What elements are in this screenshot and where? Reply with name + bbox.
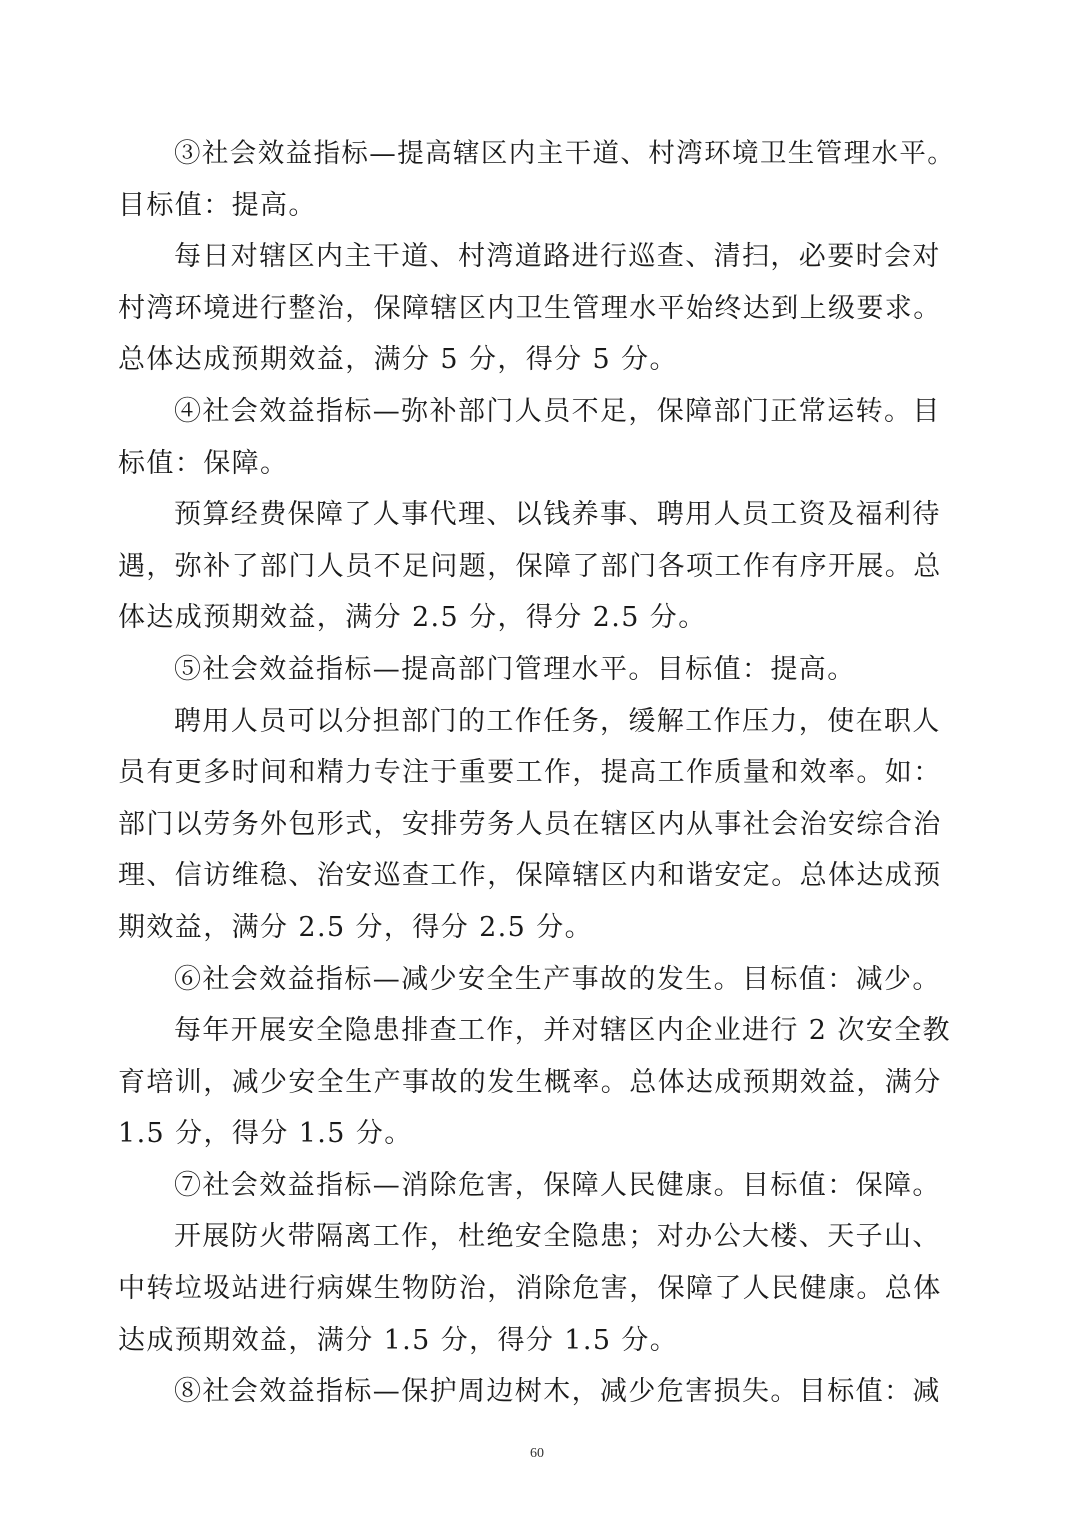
paragraph-indicator-5 xyxy=(118,644,960,696)
text-line: 理、信访维稳、治安巡查工作，保障辖区内和谐安定。总体达成预 xyxy=(118,860,942,892)
text-line: 目标值：提高。 xyxy=(118,189,317,221)
text-line: 开展防火带隔离工作，杜绝安全隐患；对办公大楼、天子山、 xyxy=(174,1221,941,1253)
paragraph-indicator-7 xyxy=(118,1160,960,1212)
text-line: 每日对辖区内主干道、村湾道路进行巡查、清扫，必要时会对 xyxy=(174,241,941,273)
document-body xyxy=(118,128,960,1418)
paragraph-indicator-8 xyxy=(118,1366,960,1418)
text-line: 聘用人员可以分担部门的工作任务，缓解工作压力，使在职人 xyxy=(174,705,941,737)
text-line: 部门以劳务外包形式，安排劳务人员在辖区内从事社会治安综合治 xyxy=(118,808,942,840)
text-line: ③社会效益指标—提高辖区内主干道、村湾环境卫生管理水平。 xyxy=(174,138,956,169)
text-line: ⑥社会效益指标—减少安全生产事故的发生。目标值：减少。 xyxy=(174,963,941,995)
text-line: ⑧社会效益指标—保护周边树木，减少危害损失。目标值：减 xyxy=(174,1376,941,1408)
paragraph-indicator-4-detail xyxy=(118,489,960,644)
text-line: 达成预期效益，满分 1.5 分，得分 1.5 分。 xyxy=(118,1324,679,1356)
text-line: 预算经费保障了人事代理、以钱养事、聘用人员工资及福利待 xyxy=(174,499,941,531)
text-line: 1.5 分，得分 1.5 分。 xyxy=(118,1118,413,1150)
text-line: 每年开展安全隐患排查工作，并对辖区内企业进行 2 次安全教 xyxy=(174,1015,951,1047)
page-number: 60 xyxy=(530,1446,544,1461)
text-line: 员有更多时间和精力专注于重要工作，提高工作质量和效率。如： xyxy=(118,757,942,789)
text-line: 总体达成预期效益，满分 5 分，得分 5 分。 xyxy=(118,344,678,376)
paragraph-indicator-7-detail xyxy=(118,1211,960,1366)
paragraph-indicator-3-detail xyxy=(118,231,960,386)
text-line: 村湾环境进行整治，保障辖区内卫生管理水平始终达到上级要求。 xyxy=(118,292,942,324)
text-line: 体达成预期效益，满分 2.5 分，得分 2.5 分。 xyxy=(118,602,707,634)
paragraph-indicator-5-detail xyxy=(118,696,960,954)
text-line: 中转垃圾站进行病媒生物防治，消除危害，保障了人民健康。总体 xyxy=(118,1273,942,1305)
text-line: 标值：保障。 xyxy=(118,447,289,479)
paragraph-indicator-6-detail xyxy=(118,1005,960,1160)
paragraph-indicator-6 xyxy=(118,954,960,1006)
paragraph-indicator-3 xyxy=(118,128,960,231)
text-line: 遇，弥补了部门人员不足问题，保障了部门各项工作有序开展。总 xyxy=(118,550,942,582)
paragraph-indicator-4 xyxy=(118,386,960,489)
text-line: 期效益，满分 2.5 分，得分 2.5 分。 xyxy=(118,911,594,943)
text-line: ⑦社会效益指标—消除危害，保障人民健康。目标值：保障。 xyxy=(174,1169,941,1201)
text-line: 育培训，减少安全生产事故的发生概率。总体达成预期效益，满分 xyxy=(118,1066,942,1098)
text-line: ④社会效益指标—弥补部门人员不足，保障部门正常运转。目 xyxy=(174,395,941,427)
text-line: ⑤社会效益指标—提高部门管理水平。目标值：提高。 xyxy=(174,653,856,685)
